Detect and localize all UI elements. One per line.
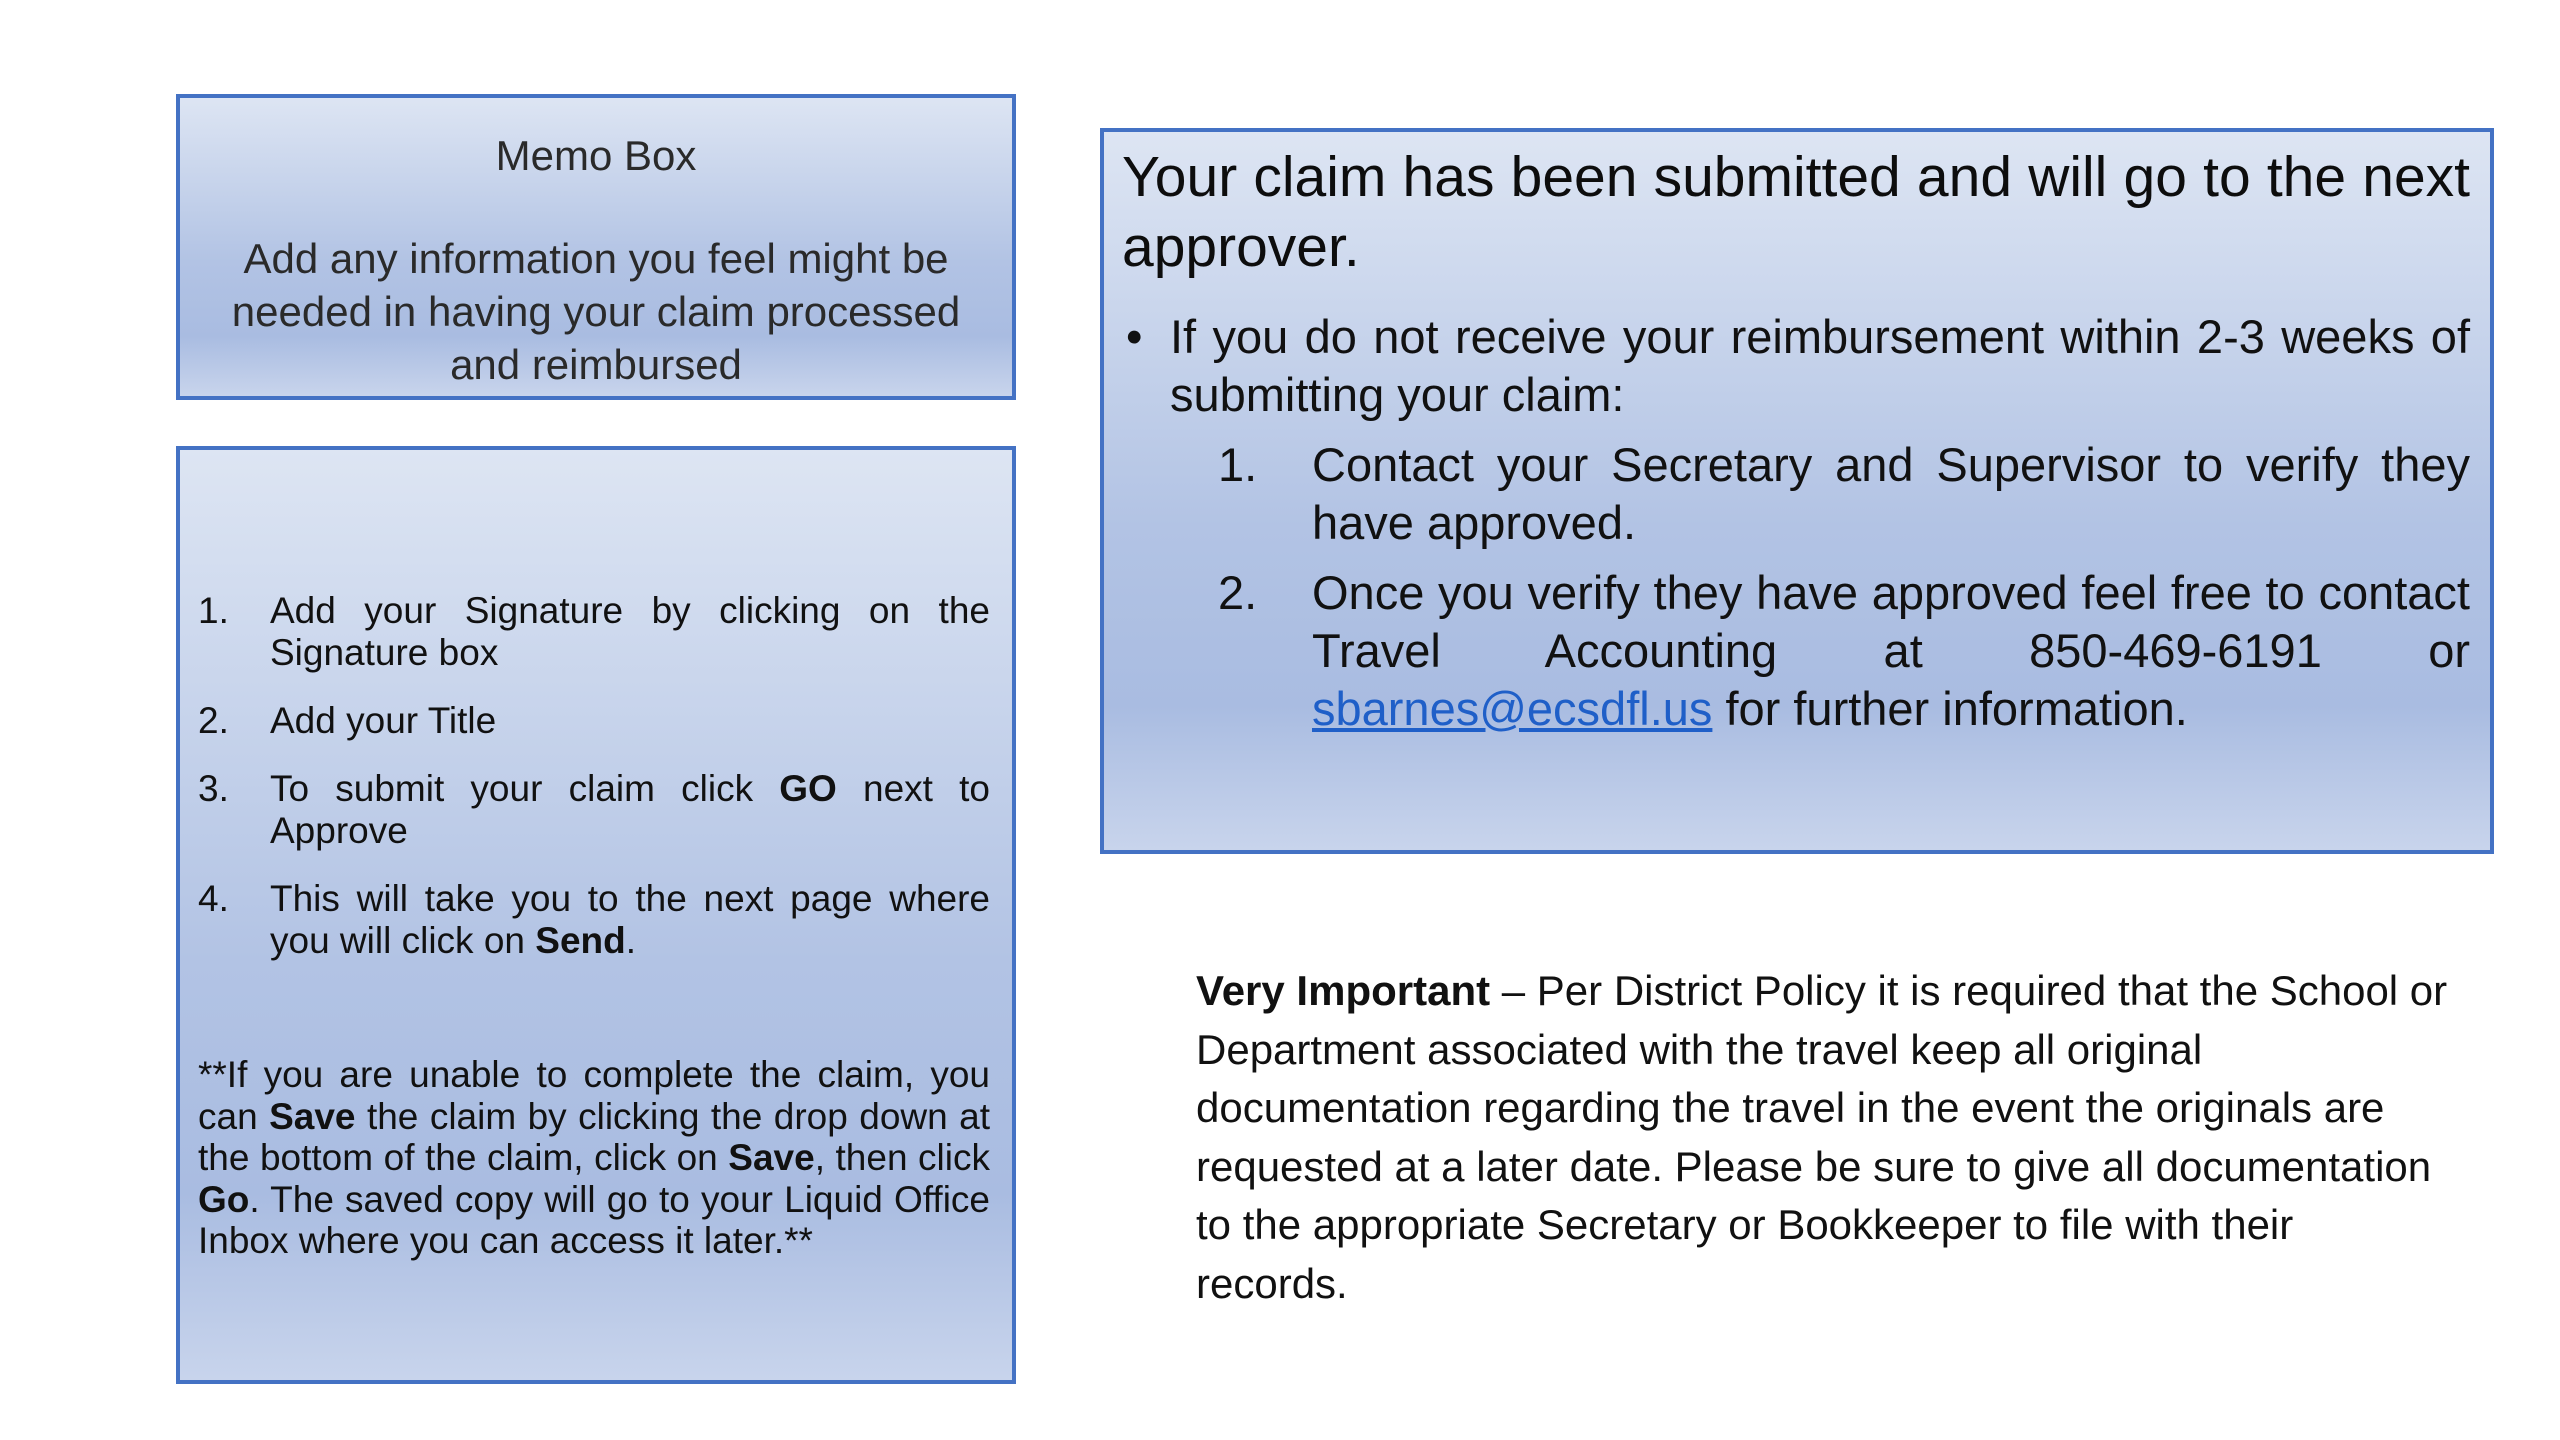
note-bold-save: Save bbox=[269, 1095, 356, 1137]
contact-step-number: 1. bbox=[1218, 438, 1258, 491]
instruction-bold-go: GO bbox=[779, 768, 837, 809]
instruction-item bbox=[198, 878, 990, 962]
important-policy-note bbox=[1196, 962, 2456, 1313]
bullet-text: If you do not receive your reimbursement within 2-3 weeks of submitting your claim: bbox=[1170, 310, 2470, 421]
contact-step-text: Once you verify they have approved feel free to contact Travel Accounting at 850-469-6191 or bbox=[1312, 566, 2470, 677]
instruction-number: 4. bbox=[198, 878, 229, 919]
instruction-text: This will take you to the next page where you will click on bbox=[270, 878, 990, 961]
note-text: the claim by clicking the drop down at the bottom of the claim, click on bbox=[198, 1095, 990, 1178]
note-text: . The saved copy will go to your Liquid Office Inbox where you can access it later.** bbox=[198, 1178, 990, 1261]
save-claim-note bbox=[198, 1054, 990, 1262]
instruction-text: To submit your claim click bbox=[270, 768, 780, 809]
instruction-text: next to Approve bbox=[270, 768, 990, 851]
instruction-text: . bbox=[625, 920, 637, 961]
contact-step-text: Contact your Secretary and Supervisor to verify they have approved. bbox=[1312, 438, 2470, 549]
email-link[interactable]: sbarnes@ecsdfl.us bbox=[1312, 682, 1713, 735]
instruction-item bbox=[198, 700, 990, 742]
instructions-list bbox=[198, 590, 990, 988]
memo-box bbox=[176, 94, 1016, 400]
important-text: – Per District Policy it is required that the School or Department associated with the travel keep all original documentation regarding the travel in the event the originals are requested at a later date. Please be sure to give all documentation to the appropriate Secretary or Bookkeeper to file with their records. bbox=[1196, 967, 2448, 1307]
note-bold-go: Go bbox=[198, 1178, 250, 1220]
claim-submitted-heading: Your claim has been submitted and will go to the next approver. bbox=[1122, 145, 2470, 279]
instruction-item bbox=[198, 590, 990, 674]
instruction-item bbox=[198, 768, 990, 852]
memo-box-text: Add any information you feel might be needed in having your claim processed and reimbursed bbox=[231, 235, 961, 388]
claim-submitted-box bbox=[1100, 128, 2494, 854]
instruction-number: 3. bbox=[198, 768, 229, 809]
contact-step-number: 2. bbox=[1218, 566, 1258, 619]
contact-steps-list bbox=[1122, 436, 2470, 738]
contact-step-item bbox=[1122, 564, 2470, 738]
contact-step-text: for further information. bbox=[1712, 682, 2188, 735]
important-label: Very Important bbox=[1196, 967, 1491, 1014]
bullet-icon: • bbox=[1126, 310, 1143, 363]
instruction-number: 2. bbox=[198, 700, 229, 741]
note-text: **If you are unable to complete the claim, you can bbox=[198, 1054, 990, 1137]
instruction-text: Add your Signature by clicking on the Signature box bbox=[270, 590, 990, 673]
note-bold-save: Save bbox=[728, 1137, 815, 1178]
instruction-bold-send: Send bbox=[535, 920, 626, 961]
contact-step-item bbox=[1122, 436, 2470, 552]
reimbursement-bullet bbox=[1122, 308, 2470, 424]
memo-box-title: Memo Box bbox=[495, 132, 697, 179]
note-text: , then click bbox=[814, 1137, 990, 1178]
instruction-text: Add your Title bbox=[270, 700, 497, 741]
instruction-number: 1. bbox=[198, 590, 229, 631]
reimbursement-info bbox=[1122, 308, 2470, 750]
instructions-box bbox=[176, 446, 1016, 1384]
